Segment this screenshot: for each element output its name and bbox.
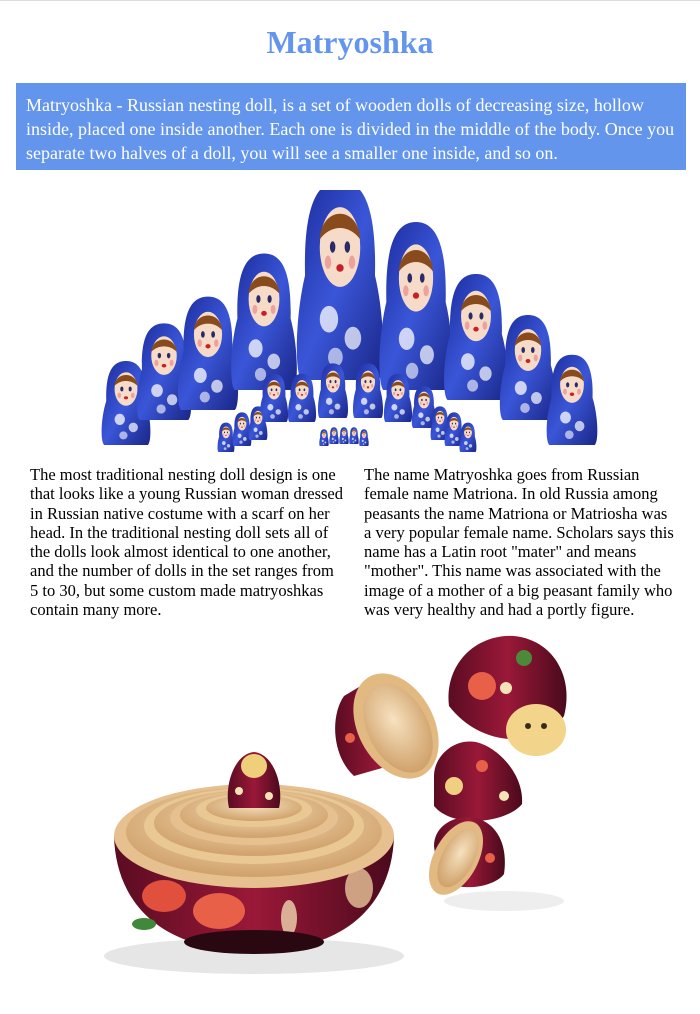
- text-column-right: [364, 465, 678, 619]
- traditional-design-paragraph: The most traditional nesting doll design is one that looks like a young Russian woman dressed in Russian native costume with a scarf on her head. In the traditional nesting doll sets all of the dolls look almost identical to one another, and the number of dolls in the set ranges from 5 to 30, but some custom made matryoshkas contain many more.: [30, 465, 344, 620]
- top-divider: [0, 0, 700, 1]
- page-title: Matryoshka: [266, 24, 434, 60]
- wooden-matryoshka-halves-image: [104, 626, 604, 986]
- intro-box: [16, 83, 686, 170]
- intro-text: Matryoshka - Russian nesting doll, is a set of wooden dolls of decreasing size, hollow inside, placed one inside another. Each one is divided in the middle of the body. Once you separate two halves of a doll, you will see a smaller one inside, and so on.: [26, 95, 675, 163]
- text-column-left: [30, 465, 344, 619]
- blue-matryoshka-set-image: [96, 190, 606, 452]
- name-origin-paragraph: The name Matryoshka goes from Russian female name Matriona. In old Russia among peasants the name Matriona or Matriosha was a very popular female name. Scholars says this name has a Latin root "mater" and means "mother". This name was associated with the image of a mother of a big peasant family who was very healthy and had a portly figure.: [364, 465, 674, 620]
